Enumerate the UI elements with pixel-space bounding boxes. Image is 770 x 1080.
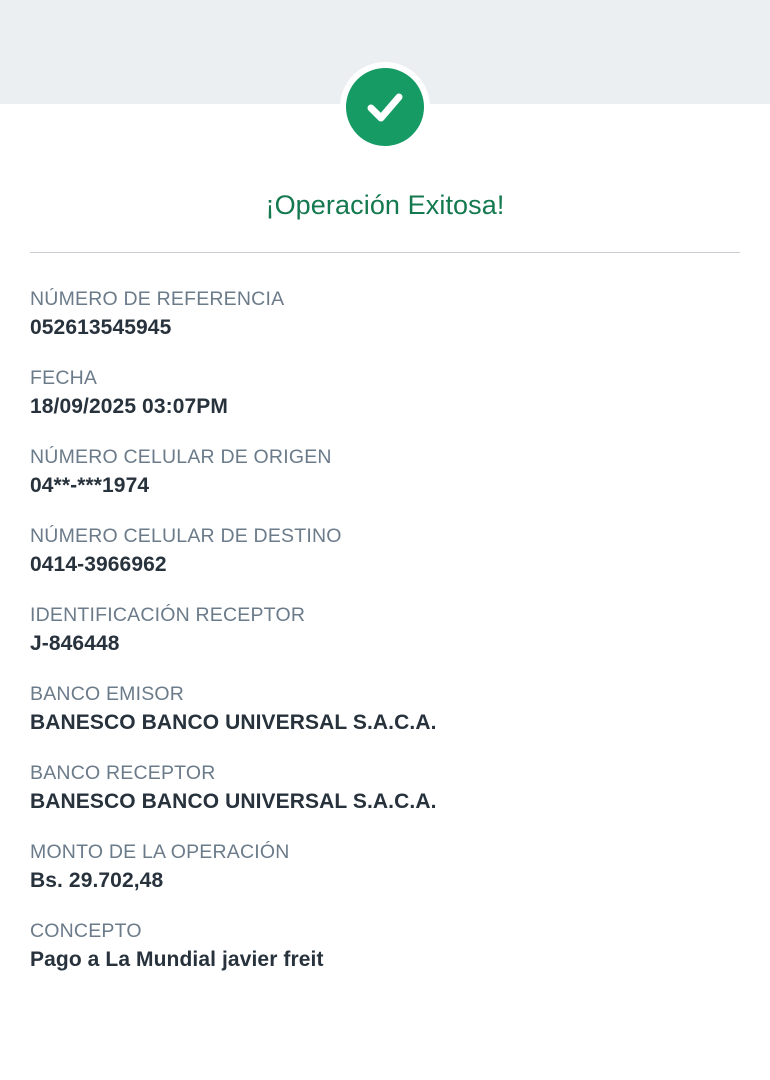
field-value: Bs. 29.702,48 xyxy=(30,869,164,892)
field-label: NÚMERO CELULAR DE DESTINO xyxy=(30,525,342,547)
check-circle-icon xyxy=(340,62,430,152)
field-label: MONTO DE LA OPERACIÓN xyxy=(30,841,290,863)
field-value: BANESCO BANCO UNIVERSAL S.A.C.A. xyxy=(30,711,437,734)
divider xyxy=(30,252,740,253)
field-numero-de-referencia xyxy=(30,286,742,343)
field-label: BANCO EMISOR xyxy=(30,683,185,705)
field-value: J-846448 xyxy=(30,632,120,655)
field-label: FECHA xyxy=(30,367,98,389)
field-fecha xyxy=(30,365,742,422)
field-banco-receptor xyxy=(30,760,742,817)
field-label: BANCO RECEPTOR xyxy=(30,762,216,784)
field-value: 04**-***1974 xyxy=(30,474,150,497)
receipt-fields xyxy=(30,286,742,997)
field-label: IDENTIFICACIÓN RECEPTOR xyxy=(30,604,306,626)
field-value: 052613545945 xyxy=(30,316,172,339)
field-value: 18/09/2025 03:07PM xyxy=(30,395,228,418)
field-value: Pago a La Mundial javier freit xyxy=(30,948,324,971)
field-concepto xyxy=(30,918,742,975)
field-label: NÚMERO DE REFERENCIA xyxy=(30,288,285,310)
field-label: CONCEPTO xyxy=(30,920,142,942)
page-title: ¡Operación Exitosa! xyxy=(265,190,505,220)
field-identificacion-receptor xyxy=(30,602,742,659)
field-monto-de-la-operacion xyxy=(30,839,742,896)
field-value: BANESCO BANCO UNIVERSAL S.A.C.A. xyxy=(30,790,437,813)
field-numero-celular-de-destino xyxy=(30,523,742,580)
field-banco-emisor xyxy=(30,681,742,738)
field-value: 0414-3966962 xyxy=(30,553,167,576)
field-label: NÚMERO CELULAR DE ORIGEN xyxy=(30,446,332,468)
field-numero-celular-de-origen xyxy=(30,444,742,501)
